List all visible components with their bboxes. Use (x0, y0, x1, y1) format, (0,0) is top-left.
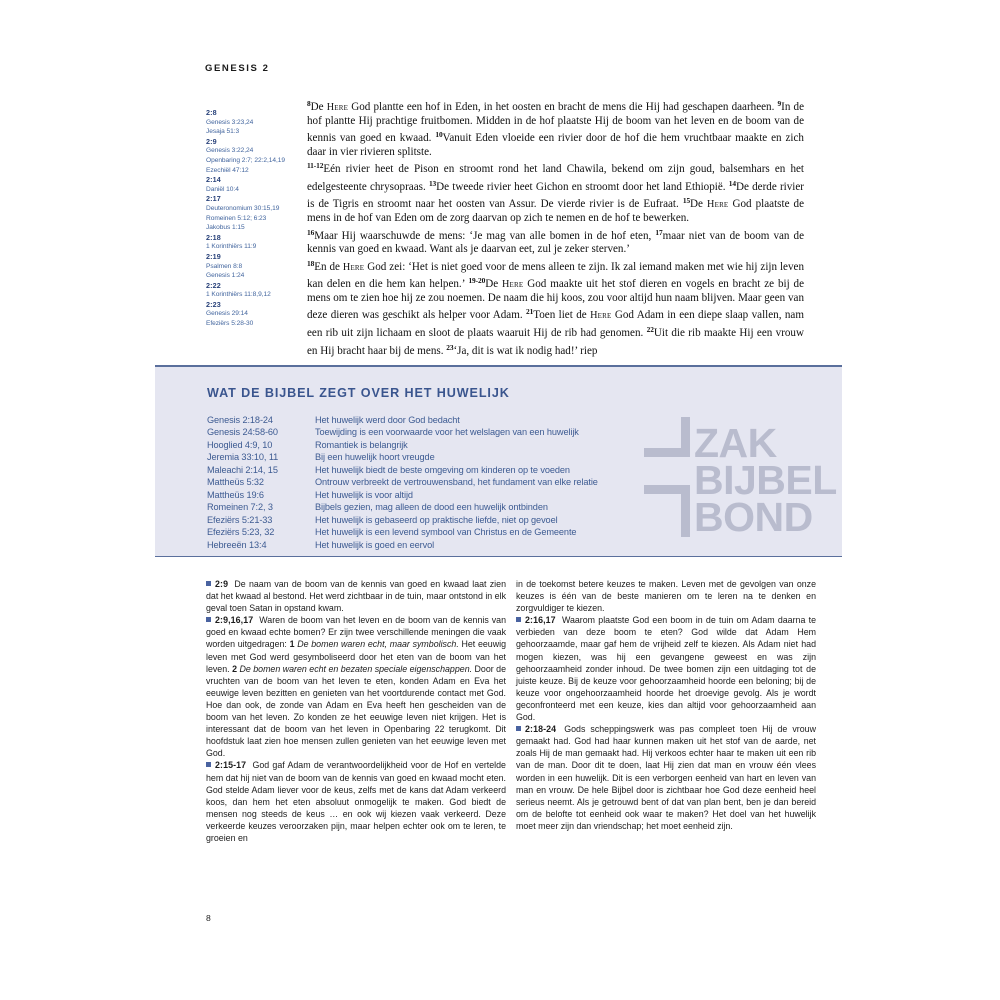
commentary-note (516, 723, 816, 832)
scripture-run: De (310, 101, 327, 114)
scripture-paragraph (307, 97, 804, 159)
note-bullet-icon (206, 762, 211, 767)
scripture-paragraph (307, 257, 804, 359)
verse-number: 8 (307, 99, 311, 108)
feature-row-reference[interactable]: Genesis 2:18-24 (207, 415, 273, 425)
xref-reference[interactable]: 1 Korinthiërs 11:8,9,12 (206, 291, 271, 299)
verse-number: 23 (446, 342, 454, 352)
feature-row-description: Het huwelijk werd door God bedacht (315, 415, 460, 425)
scripture-run: Eén rivier heet de Pison en stroomt rond het land Chawila, bekend om zijn goud, balsemhars en het edelgesteente chrysopraas. (307, 163, 804, 194)
divine-name: Here (707, 199, 729, 211)
commentary-note (206, 614, 506, 759)
note-verse-reference[interactable]: 2:9,16,17 (215, 615, 254, 626)
note-enumerator: 2 (232, 663, 237, 674)
scripture-text (307, 97, 804, 358)
verse-number: 10 (435, 130, 443, 140)
commentary-note (206, 759, 506, 844)
note-run: in de toekomst betere keuzes te maken. Leven met de gevolgen van onze keuzes is één van de beste manieren om te leren na te denken en zorgvuldiger te kiezen. (516, 579, 816, 614)
divine-name: Here (342, 261, 365, 273)
xref-reference[interactable]: Jesaja 51:3 (206, 128, 240, 136)
note-bullet-icon (516, 726, 521, 731)
note-run: God gaf Adam de verantwoordelijkheid voor de Hof en vertelde hem dat hij niet van de boom van de kennis van goed en kwaad mocht eten. God stelde Adam liever voor de keus, zelfs met de kans dat Adam verkeerd koos, dan hem het eten absoluut onmogelijk te maken. God biedt de mensen nog steeds de keus … en ook wij kiezen vaak verkeerd. Deze verkeerde keuzes veroorzaken pijn, maar helpen echter ook om te leren, te groeien en (206, 760, 506, 843)
note-emphasis: De bomen waren echt, maar symbolisch. (294, 639, 459, 650)
scripture-run: En de (314, 260, 343, 273)
xref-reference[interactable]: Deuteronomium 30:15,19 (206, 204, 280, 212)
xref-reference[interactable]: Genesis 3:22,24 (206, 147, 254, 155)
feature-row-description: Bijbels gezien, mag alleen de dood een huwelijk ontbinden (315, 502, 548, 513)
feature-row-description: Het huwelijk is voor altijd (315, 489, 413, 500)
note-enumerator: 1 (289, 639, 295, 650)
scripture-run: De tweede rivier heet Gichon en stroomt door het land Ethiopië. (436, 181, 729, 194)
xref-reference[interactable]: Jakobus 1:15 (206, 224, 245, 232)
feature-box-table-body (207, 414, 807, 551)
xref-reference[interactable]: Romeinen 5:12; 6:23 (206, 214, 267, 222)
xref-reference[interactable]: Daniël 10:4 (206, 185, 239, 193)
feature-row-description: Het huwelijk is goed en eervol (315, 539, 435, 550)
note-run: De naam van de boom van de kennis van goed en kwaad laat zien dat het kwaad al bestond. Het werd zichtbaar in de tuin, maar ontstond in elk geval toen Satan in opstand kwam. (206, 579, 506, 614)
scripture-paragraph (307, 226, 804, 257)
table-row (207, 489, 807, 501)
scripture-run: Uit die rib maakte Hij een vrouw en Hij bracht haar bij de mens. (307, 327, 804, 357)
table-row (207, 414, 807, 426)
note-bullet-icon (206, 581, 211, 586)
note-verse-reference[interactable]: 2:9 (215, 579, 229, 589)
verse-number: 15 (682, 196, 691, 206)
scripture-run: De (690, 198, 708, 211)
feature-row-reference[interactable]: Jeremia 33:10, 11 (207, 452, 279, 463)
scripture-run: Vanuit Eden vloeide een rivier door de hof die hem vruchtbaar maakte en zich daar in vier rivieren splitste. (307, 132, 804, 158)
divine-name: Here (502, 279, 524, 291)
xref-reference[interactable]: Openbaring 2:7; 22:2,14,19 (206, 156, 285, 164)
cross-reference-column (206, 108, 302, 329)
scripture-run: De derde rivier is de Tigris en stroomt naar het oosten van Assur. De vierde rivier is de Eufraat. (307, 181, 804, 211)
verse-number: 14 (728, 178, 736, 188)
note-run: Door de vruchten van de boom van het leven te eten, konden Adam en Eva het eeuwige leven bezitten en genieten van het voortdurende contact met God. Hoe dan ook, de zonde van Adam en Eva heeft hen gescheiden van de boom van het leven. Zo konden ze het eeuwige leven niet krijgen. Het is interessant dat de boom van het leven in Openbaring 22 terugkomt. Dit hoofdstuk laat zien hoe mensen zullen genieten van het eeuwige leven met God. (206, 663, 507, 759)
feature-row-reference[interactable]: Mattheüs 5:32 (207, 477, 264, 488)
xref-reference[interactable]: Ezechiël 47:12 (206, 166, 249, 174)
feature-box-table (207, 414, 807, 551)
feature-row-description: Ontrouw verbreekt de vertrouwensband, het fundament van elke relatie (315, 477, 598, 488)
verse-number: 21 (526, 307, 534, 317)
scripture-paragraph (307, 159, 804, 225)
verse-number: 18 (307, 258, 315, 268)
table-row (207, 439, 807, 451)
divine-name: Here (590, 310, 612, 322)
watermark-line-bijbel: BIJBEL (694, 457, 837, 503)
xref-reference[interactable]: Genesis 1:24 (206, 272, 245, 280)
xref-reference[interactable]: Efeziërs 5:28-30 (206, 320, 254, 328)
note-verse-reference[interactable]: 2:18-24 (525, 724, 557, 735)
feature-row-reference[interactable]: Mattheüs 19:6 (207, 489, 264, 500)
table-row (207, 464, 807, 476)
scripture-run: God maakte uit het stof dieren en vogels en bracht ze bij de mens om te zien hoe hij ze zou noemen. De naam die hij koos, zou voor altijd hun naam blijven. Maar geen van deze dieren was geschikt als helper voor Adam. (307, 278, 805, 322)
divine-name: Here (326, 102, 349, 114)
feature-row-description: Het huwelijk biedt de beste omgeving om kinderen op te voeden (315, 464, 570, 475)
commentary-note (516, 614, 816, 723)
note-verse-reference[interactable]: 2:15-17 (215, 760, 247, 771)
scripture-run: ‘Ja, dit is wat ik nodig had!’ riep (453, 344, 598, 357)
table-row (207, 426, 807, 438)
watermark-line-bond: BOND (694, 494, 813, 540)
note-run: Waarom plaatste God een boom in de tuin om Adam daarna te verbieden van deze boom te eten? God wilde dat Adam Hem gehoorzaamde, maar gaf hem de vrijheid zelf te kiezen. Als Adam niet had mogen kiezen, was hij een gevangene geweest en was zijn gehoorzaamheid zonder inhoud. De twee bomen zijn een uitdaging tot de juiste keuze. Bij de keuze voor gehoorzaamheid hoorde een beloning; bij de keuze voor ongehoorzaamheid hoorde het droevige gevolg. Als je wordt geconfronteerd met een keuze, kies dan altijd voor gehoorzaamheid aan God. (516, 615, 816, 723)
xref-verse-label: 2:22 (206, 280, 221, 290)
xref-verse-label: 2:19 (206, 251, 221, 261)
feature-row-description: Romantiek is belangrijk (315, 439, 408, 450)
page-number: 8 (206, 913, 211, 923)
verse-number: 16 (307, 227, 315, 237)
note-verse-reference[interactable]: 2:16,17 (525, 615, 556, 626)
watermark-line-zak: ZAK (694, 420, 777, 466)
commentary-note (206, 578, 506, 614)
commentary-column-right (516, 578, 816, 832)
note-run: Het eeuwig leven met God werd gesymboliseerd door het eten van de boom van het leven. (206, 639, 506, 674)
page-running-head: GENESIS 2 (205, 63, 270, 74)
scripture-run: God plantte een hof in Eden, in het oosten en bracht de mens die Hij had geschapen daarheen. (348, 101, 778, 114)
feature-row-description: Bij een huwelijk hoort vreugde (315, 452, 435, 463)
feature-box-marriage (155, 365, 842, 557)
commentary-note (516, 578, 816, 614)
commentary-column-left (206, 578, 506, 844)
feature-row-reference[interactable]: Maleachi 2:14, 15 (207, 464, 278, 475)
scripture-run: De (485, 278, 502, 291)
xref-verse-label: 2:23 (206, 299, 221, 309)
table-row (207, 501, 807, 513)
feature-row-reference[interactable]: Hebreeën 13:4 (207, 539, 267, 550)
table-row (207, 451, 807, 463)
feature-row-reference[interactable]: Hooglied 4:9, 10 (207, 439, 273, 450)
note-run: Waren de boom van het leven en de boom van de kennis van goed en kwaad echte bomen? Er zijn twee verschillende meningen die vaak worden uitgedragen: (206, 615, 506, 650)
scripture-run: God zei: ‘Het is niet goed voor de mens alleen te zijn. Ik zal iemand maken met wie hij zijn leven kan delen en die hem kan helpen.’ (307, 260, 805, 291)
feature-box-title: WAT DE BIJBEL ZEGT OVER HET HUWELIJK (207, 386, 510, 400)
verse-number: 13 (428, 178, 437, 188)
table-row (207, 476, 807, 488)
xref-reference[interactable]: Psalmen 8:8 (206, 262, 243, 270)
xref-verse-label: 2:18 (206, 232, 221, 242)
note-bullet-icon (206, 617, 211, 622)
scripture-run: Toen liet de (533, 309, 591, 322)
feature-row-reference[interactable]: Efeziërs 5:21-33 (207, 514, 273, 525)
note-run: Gods scheppingswerk was pas compleet toen Hij de vrouw gemaakt had. God had haar kunnen maken uit het stof van de aarde, net zoals Hij de man gemaakt had. Hij verkoos echter haar te maken uit een rib van de man. Door dit te doen, laat Hij zien dat man en vrouw één vlees worden in een huwelijk. Dit is een verborgen eenheid van hart en leven van man en vrouw. De hele Bijbel door is zichtbaar hoe God deze eenheid heel serieus neemt. Als je getrouwd bent of dat van plan bent, ben je dan bereid om de belofte tot eenheid ook waar te maken? Het doel van het huwelijk moet meer zijn dan vriendschap; het moet eenheid zijn. (516, 724, 816, 831)
feature-row-description: Toewijding is een voorwaarde voor het welslagen van een huwelijk (315, 427, 579, 438)
scripture-run: In de hof plantte Hij prachtige fruitbomen. Midden in de hof plaatste Hij de boom van het leven en de boom van de kennis van goed en kwaad. (307, 101, 804, 145)
scripture-run: Maar Hij waarschuwde de mens: ‘Je mag van alle bomen in de hof eten, (314, 229, 656, 242)
xref-verse-label: 2:17 (206, 194, 221, 204)
scripture-run: maar niet van de boom van de kennis van goed en kwaad. Want als je daarvan eet, zul je zeker sterven.’ (307, 229, 804, 256)
verse-number: 9 (777, 99, 782, 108)
xref-verse-label: 2:8 (206, 108, 217, 117)
feature-row-reference[interactable]: Efeziërs 5:23, 32 (207, 527, 275, 538)
table-row (207, 539, 807, 551)
table-row (207, 526, 807, 538)
verse-number: 17 (655, 227, 663, 237)
table-row (207, 514, 807, 526)
feature-row-description: Het huwelijk is een levend symbool van Christus en de Gemeente (315, 527, 577, 538)
xref-verse-label: 2:9 (206, 136, 217, 146)
feature-row-description: Het huwelijk is gebaseerd op praktische liefde, niet op gevoel (315, 514, 558, 525)
feature-row-reference[interactable]: Genesis 24:58-60 (207, 427, 278, 438)
verse-number: 19-20 (468, 276, 486, 286)
xref-reference[interactable]: 1 Korinthiërs 11:9 (206, 243, 257, 251)
feature-row-reference[interactable]: Romeinen 7:2, 3 (207, 502, 273, 513)
xref-verse-label: 2:14 (206, 175, 221, 185)
scripture-run: God plaatste de mens in de hof van Eden om de zorg daarvan op zich te nemen en de hof te bewerken. (307, 198, 805, 225)
note-emphasis: De bomen waren echt en bezaten speciale eigenschappen. (237, 663, 473, 674)
verse-number: 22 (646, 325, 654, 335)
note-bullet-icon (516, 617, 521, 622)
xref-reference[interactable]: Genesis 29:14 (206, 310, 248, 318)
verse-number: 11-12 (307, 161, 324, 171)
scripture-run: God Adam in een diepe slaap vallen, nam een rib uit zijn lichaam en sloot de plaats waaruit Hij de rib had genomen. (307, 309, 804, 340)
xref-reference[interactable]: Genesis 3:23,24 (206, 118, 254, 126)
